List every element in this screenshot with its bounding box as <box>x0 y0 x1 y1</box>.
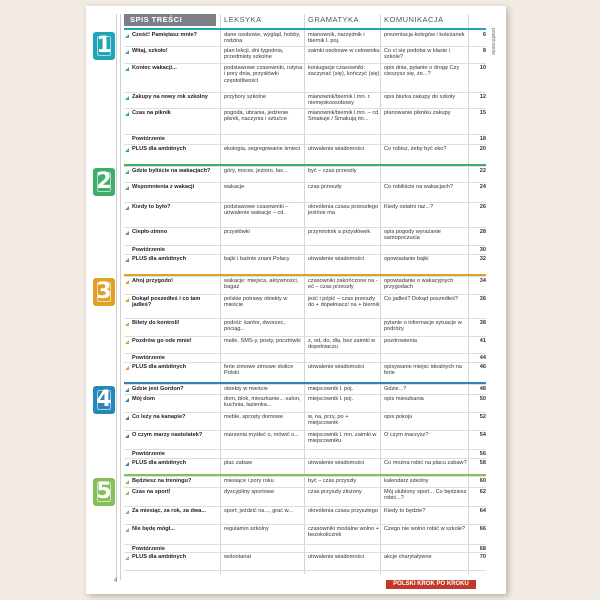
row-marker-icon <box>125 366 129 370</box>
lexicon-cell: przysłówki <box>224 229 250 235</box>
unit-number-badge: 3 <box>93 278 115 306</box>
grammar-cell: miejscownik l. mn. zaimki w miejscowniku <box>308 432 377 445</box>
lesson-title[interactable]: Witaj, szkoło! <box>132 48 168 54</box>
row-divider <box>124 487 486 488</box>
header-communication: KOMUNIKACJA <box>384 15 444 24</box>
communication-cell: Co robiliście na wakacjach? <box>384 184 454 190</box>
page-ref[interactable]: 56 <box>479 451 486 457</box>
page-ref[interactable]: 66 <box>479 526 486 532</box>
side-note: powtórzenie <box>490 28 496 55</box>
communication-cell: Mój ulubiony sport... Co będziesz robić...? <box>384 489 467 502</box>
grammar-cell: utrwalenie wiadomości <box>308 146 365 152</box>
toc-label: SPIS TREŚCI <box>124 14 216 26</box>
row-divider <box>124 384 486 385</box>
row-divider <box>124 458 486 459</box>
lexicon-cell: plan lekcji, dni tygodnia, przedmioty szkolne <box>224 48 284 61</box>
page-ref[interactable]: 38 <box>479 320 486 326</box>
row-divider <box>124 476 486 477</box>
lesson-title[interactable]: Nie będę mógł... <box>132 526 175 532</box>
lexicon-cell: marzenia myśleć o, mówić o... <box>224 432 299 438</box>
row-marker-icon <box>125 67 129 71</box>
row-marker-icon <box>125 96 129 100</box>
row-marker-icon <box>125 50 129 54</box>
row-marker-icon <box>125 170 129 174</box>
lesson-title[interactable]: Co leży na kanapie? <box>132 414 186 420</box>
page-ref[interactable]: 46 <box>479 364 486 370</box>
row-divider <box>124 506 486 507</box>
row-marker-icon <box>125 398 129 402</box>
page-ref[interactable]: 64 <box>479 508 486 514</box>
communication-cell: pytanie o informacje sytuacje w podróży <box>384 320 462 333</box>
communication-cell: Kiedy to będzie? <box>384 508 426 514</box>
row-marker-icon <box>125 340 129 344</box>
lexicon-cell: meble, sprzęty domowe <box>224 414 284 420</box>
row-divider <box>124 552 486 553</box>
page-ref[interactable]: 15 <box>479 110 486 116</box>
communication-cell: pozdrowienia <box>384 338 417 344</box>
lexicon-cell: polskie potrawy obiekty w mieście <box>224 296 288 309</box>
lexicon-cell: dom, blok, mieszkanie... salon, kuchnia, łazienka... <box>224 396 301 409</box>
lesson-title[interactable]: Będziesz na treningu? <box>132 478 192 484</box>
lexicon-cell: plac zabaw <box>224 460 252 466</box>
page-ref[interactable]: 18 <box>479 136 486 142</box>
lexicon-cell: miesiące i pory roku <box>224 478 274 484</box>
grammar-cell: czas przyszły złożony <box>308 489 362 495</box>
row-marker-icon <box>125 556 129 560</box>
lexicon-cell: maile, SMS-y, posty, pocztówki <box>224 338 301 344</box>
page-ref[interactable]: 44 <box>479 355 486 361</box>
unit-number-badge: 2 <box>93 168 115 196</box>
communication-cell: kalendarz szkolny <box>384 478 429 484</box>
row-marker-icon <box>125 206 129 210</box>
lesson-title[interactable]: O czym marzy nastolatek? <box>132 432 203 438</box>
grammar-cell: mianownik/biernik l.mn. – cd. Smakuje / Smakują mi... <box>308 110 380 123</box>
toc-header <box>124 14 486 26</box>
lesson-title[interactable]: Za miesiąc, za rok, za dwa... <box>132 508 206 514</box>
header-lexicon: LEKSYKA <box>224 15 262 24</box>
unit-number-badge: 4 <box>93 386 115 414</box>
unit-divider-line <box>124 28 486 30</box>
grammar-cell: czas przeszły <box>308 184 342 190</box>
lexicon-cell: ferie zimowe zimowe stolice Polski <box>224 364 294 377</box>
page-ref[interactable]: 32 <box>479 256 486 262</box>
page-ref[interactable]: 8 <box>482 48 486 54</box>
row-marker-icon <box>125 186 129 190</box>
row-marker-icon <box>125 112 129 116</box>
lesson-title[interactable]: PLUS dla ambitnych <box>132 460 187 466</box>
row-marker-icon <box>125 462 129 466</box>
page-ref[interactable]: 70 <box>479 554 486 560</box>
page-ref[interactable]: 34 <box>479 278 486 284</box>
lexicon-cell: przybory szkolne <box>224 94 266 100</box>
page-ref[interactable]: 58 <box>479 460 486 466</box>
unit-divider-line <box>124 382 486 384</box>
lexicon-cell: podstawowe czasowniki – utrwalenie wakacje – cd. <box>224 204 289 217</box>
row-divider <box>124 449 486 450</box>
lesson-title[interactable]: Bilety do kontroli! <box>132 320 180 326</box>
row-divider <box>124 362 486 363</box>
row-marker-icon <box>125 480 129 484</box>
page-ref[interactable]: 52 <box>479 414 486 420</box>
grammar-cell: przymiotnik a przysłówek <box>308 229 371 235</box>
row-marker-icon <box>125 298 129 302</box>
row-marker-icon <box>125 528 129 532</box>
communication-cell: akcje charytatywne <box>384 554 432 560</box>
row-divider <box>124 144 486 145</box>
communication-cell: prezentacja kolegów i koleżanek <box>384 32 465 38</box>
communication-cell: planowanie pikniku zakupy <box>384 110 451 116</box>
lexicon-cell: obiekty w mieście <box>224 386 268 392</box>
page-ref[interactable]: 30 <box>479 247 486 253</box>
lexicon-cell: pogoda, ubrania, jedzenie piknik, naczynia i sztućce <box>224 110 289 123</box>
lesson-title[interactable]: Mój dom <box>132 396 155 402</box>
communication-cell: opis dnia, pytanie o drogę Czy cieszysz się, że...? <box>384 65 460 78</box>
lexicon-cell: podróż: kantor, dworzec, pociąg... <box>224 320 285 333</box>
unit-number-badge: 1 <box>93 32 115 60</box>
row-divider <box>124 227 486 228</box>
page-ref[interactable]: 54 <box>479 432 486 438</box>
brand-logo: POLSKI KROK PO KROKU <box>386 580 476 589</box>
page-ref[interactable]: 20 <box>479 146 486 152</box>
page-ref[interactable]: 24 <box>479 184 486 190</box>
page-ref[interactable]: 41 <box>479 338 486 344</box>
row-divider <box>124 182 486 183</box>
lesson-title[interactable]: Czas na sport! <box>132 489 171 495</box>
lexicon-cell: ekologia, segregowanie śmieci <box>224 146 301 152</box>
grammar-cell: utrwalenie wiadomości <box>308 256 365 262</box>
grammar-cell: mianownik/biernik l.mn. r. niemęskoosobowy <box>308 94 371 107</box>
lesson-title[interactable]: PLUS dla ambitnych <box>132 256 187 262</box>
row-marker-icon <box>125 388 129 392</box>
communication-cell: opisywanie miejsc idealnych na ferie <box>384 364 463 377</box>
lesson-title[interactable]: Ciepło-zimno <box>132 229 168 235</box>
row-divider <box>124 108 486 109</box>
communication-cell: Kiedy ostatni raz...? <box>384 204 434 210</box>
lesson-title[interactable]: Powtórzenie <box>132 546 165 552</box>
row-divider <box>124 544 486 545</box>
lexicon-cell: sport; jeździć na..., grać w... <box>224 508 294 514</box>
page-number: 4 <box>114 578 118 584</box>
lesson-title[interactable]: Powtórzenie <box>132 355 165 361</box>
spine-line <box>116 14 117 580</box>
grammar-cell: określenia czasu przyszłego <box>308 508 378 514</box>
unit-number-badge: 5 <box>93 478 115 506</box>
lexicon-cell: dyscypliny sportowe <box>224 489 275 495</box>
row-divider <box>124 254 486 255</box>
lexicon-cell: góry, morze, jezioro, las... <box>224 168 288 174</box>
lesson-title[interactable]: Zakupy na nowy rok szkolny <box>132 94 208 100</box>
lesson-title[interactable]: Pozdrów go ode mnie! <box>132 338 192 344</box>
lexicon-cell: podstawowe czasowniki, rutyna i pory dnia, przysłówki częstotliwości <box>224 65 303 84</box>
lesson-title[interactable]: Powtórzenie <box>132 136 165 142</box>
lesson-title[interactable]: Gdzie byliście na wakacjach? <box>132 168 211 174</box>
grammar-cell: koniugacje czasowniki: zaczynać (się), kończyć (się) <box>308 65 380 78</box>
row-divider <box>124 202 486 203</box>
communication-cell: Co jadłeś? Dokąd poszedłeś? <box>384 296 459 302</box>
communication-cell: O czym marzysz? <box>384 432 429 438</box>
row-divider <box>124 166 486 167</box>
grammar-cell: utrwalenie wiadomości <box>308 460 365 466</box>
communication-cell: Czego nie wolno robić w szkole? <box>384 526 466 532</box>
lesson-title[interactable]: Wspomnienia z wakacji <box>132 184 195 190</box>
communication-cell: Co robisz, żeby być eko? <box>384 146 447 152</box>
row-marker-icon <box>125 434 129 438</box>
row-divider <box>124 318 486 319</box>
lesson-title[interactable]: Czas na piknik <box>132 110 171 116</box>
lesson-title[interactable]: Dokąd poszedłeś i co tam jadłeś? <box>132 296 201 309</box>
grammar-cell: określenia czasu przeszłego jest/nie ma <box>308 204 379 217</box>
page-ref[interactable]: 22 <box>479 168 486 174</box>
lesson-title[interactable]: Ahoj przygodo! <box>132 278 174 284</box>
row-divider <box>124 276 486 277</box>
grammar-cell: w, na, przy, po + miejscownik <box>308 414 349 427</box>
page-ref[interactable]: 68 <box>479 546 486 552</box>
page-ref[interactable]: 60 <box>479 478 486 484</box>
lexicon-cell: bajki i baśnie znani Polacy <box>224 256 290 262</box>
lexicon-cell: wakacje <box>224 184 245 190</box>
lexicon-cell: regulamin szkolny <box>224 526 269 532</box>
lexicon-cell: dane osobowe, wygląd, hobby, rodzina <box>224 32 301 45</box>
row-divider <box>124 570 486 571</box>
lesson-title[interactable]: PLUS dla ambitnych <box>132 146 187 152</box>
grammar-cell: mianownik, narzędnik i biernik l. poj. <box>308 32 365 45</box>
communication-cell: opis mieszkania <box>384 396 424 402</box>
page-ref[interactable]: 62 <box>479 489 486 495</box>
row-marker-icon <box>125 258 129 262</box>
lesson-title[interactable]: PLUS dla ambitnych <box>132 554 187 560</box>
row-marker-icon <box>125 322 129 326</box>
grammar-cell: miejscownik l. poj. <box>308 396 354 402</box>
page-ref[interactable]: 6 <box>482 32 486 38</box>
row-divider <box>124 412 486 413</box>
lesson-title[interactable]: Koniec wakacji... <box>132 65 177 71</box>
row-marker-icon <box>125 280 129 284</box>
row-marker-icon <box>125 510 129 514</box>
lexicon-cell: wolontariat <box>224 554 252 560</box>
page-ref[interactable]: 26 <box>479 204 486 210</box>
grammar-cell: czasowniki zakończone na -eć – czas przeszły <box>308 278 378 291</box>
row-divider <box>124 134 486 135</box>
row-divider <box>124 294 486 295</box>
unit-divider-line <box>124 274 486 276</box>
page-ref[interactable]: 50 <box>479 396 486 402</box>
row-marker-icon <box>125 34 129 38</box>
unit-divider-line <box>124 164 486 166</box>
grammar-cell: czasowniki modalne wolno + bezokolicznik <box>308 526 380 539</box>
grammar-cell: utrwalenie wiadomości <box>308 554 365 560</box>
lesson-title[interactable]: PLUS dla ambitnych <box>132 364 187 370</box>
grammar-cell: jeść i pójść – czas przeszły do + dopełniacz/ na + biernik <box>308 296 380 309</box>
communication-cell: opowiadanie o wakacyjnych przygodach <box>384 278 454 291</box>
page-ref[interactable]: 28 <box>479 229 486 235</box>
row-divider <box>124 63 486 64</box>
lesson-title[interactable]: Powtórzenie <box>132 247 165 253</box>
communication-cell: Gdzie...? <box>384 386 407 392</box>
grammar-cell: utrwalenie wiadomości <box>308 364 365 370</box>
row-divider <box>124 46 486 47</box>
grammar-cell: miejscownik l. poj. <box>308 386 354 392</box>
communication-cell: Co ci się podoba w klasie i szkole? <box>384 48 450 61</box>
lexicon-cell: wakacje: miejsca, aktywności, bagaż <box>224 278 299 291</box>
communication-cell: opis biurka zakupy do szkoły <box>384 94 456 100</box>
communication-cell: opis pogody wyrażanie samopoczucia <box>384 229 441 242</box>
grammar-cell: z, od, do, dla, bez zaimki w dopełniaczu <box>308 338 376 351</box>
lesson-title[interactable]: Powtórzenie <box>132 451 165 457</box>
lesson-title[interactable]: Gdzie jest Gordon? <box>132 386 184 392</box>
page-ref[interactable]: 12 <box>479 94 486 100</box>
row-marker-icon <box>125 491 129 495</box>
communication-cell: opis pokoju <box>384 414 413 420</box>
page-ref[interactable]: 10 <box>479 65 486 71</box>
row-divider <box>124 524 486 525</box>
unit-divider-line <box>124 474 486 476</box>
row-marker-icon <box>125 416 129 420</box>
row-divider <box>124 92 486 93</box>
row-divider <box>124 245 486 246</box>
row-marker-icon <box>125 148 129 152</box>
page-ref[interactable]: 36 <box>479 296 486 302</box>
page-ref[interactable]: 48 <box>479 386 486 392</box>
grammar-cell: zaimki osobowe w celowniku <box>308 48 380 54</box>
communication-cell: opowiadanie bajki <box>384 256 429 262</box>
grammar-cell: być – czas przeszły <box>308 168 357 174</box>
row-divider <box>124 394 486 395</box>
lesson-title[interactable]: Kiedy to było? <box>132 204 171 210</box>
row-divider <box>124 430 486 431</box>
grammar-cell: być – czas przyszły <box>308 478 357 484</box>
communication-cell: Co można robić na placu zabaw? <box>384 460 467 466</box>
spine-line <box>120 14 121 580</box>
lesson-title[interactable]: Cześć! Pamiętasz mnie? <box>132 32 197 38</box>
row-divider <box>124 353 486 354</box>
row-divider <box>124 336 486 337</box>
row-marker-icon <box>125 231 129 235</box>
header-grammar: GRAMATYKA <box>308 15 360 24</box>
